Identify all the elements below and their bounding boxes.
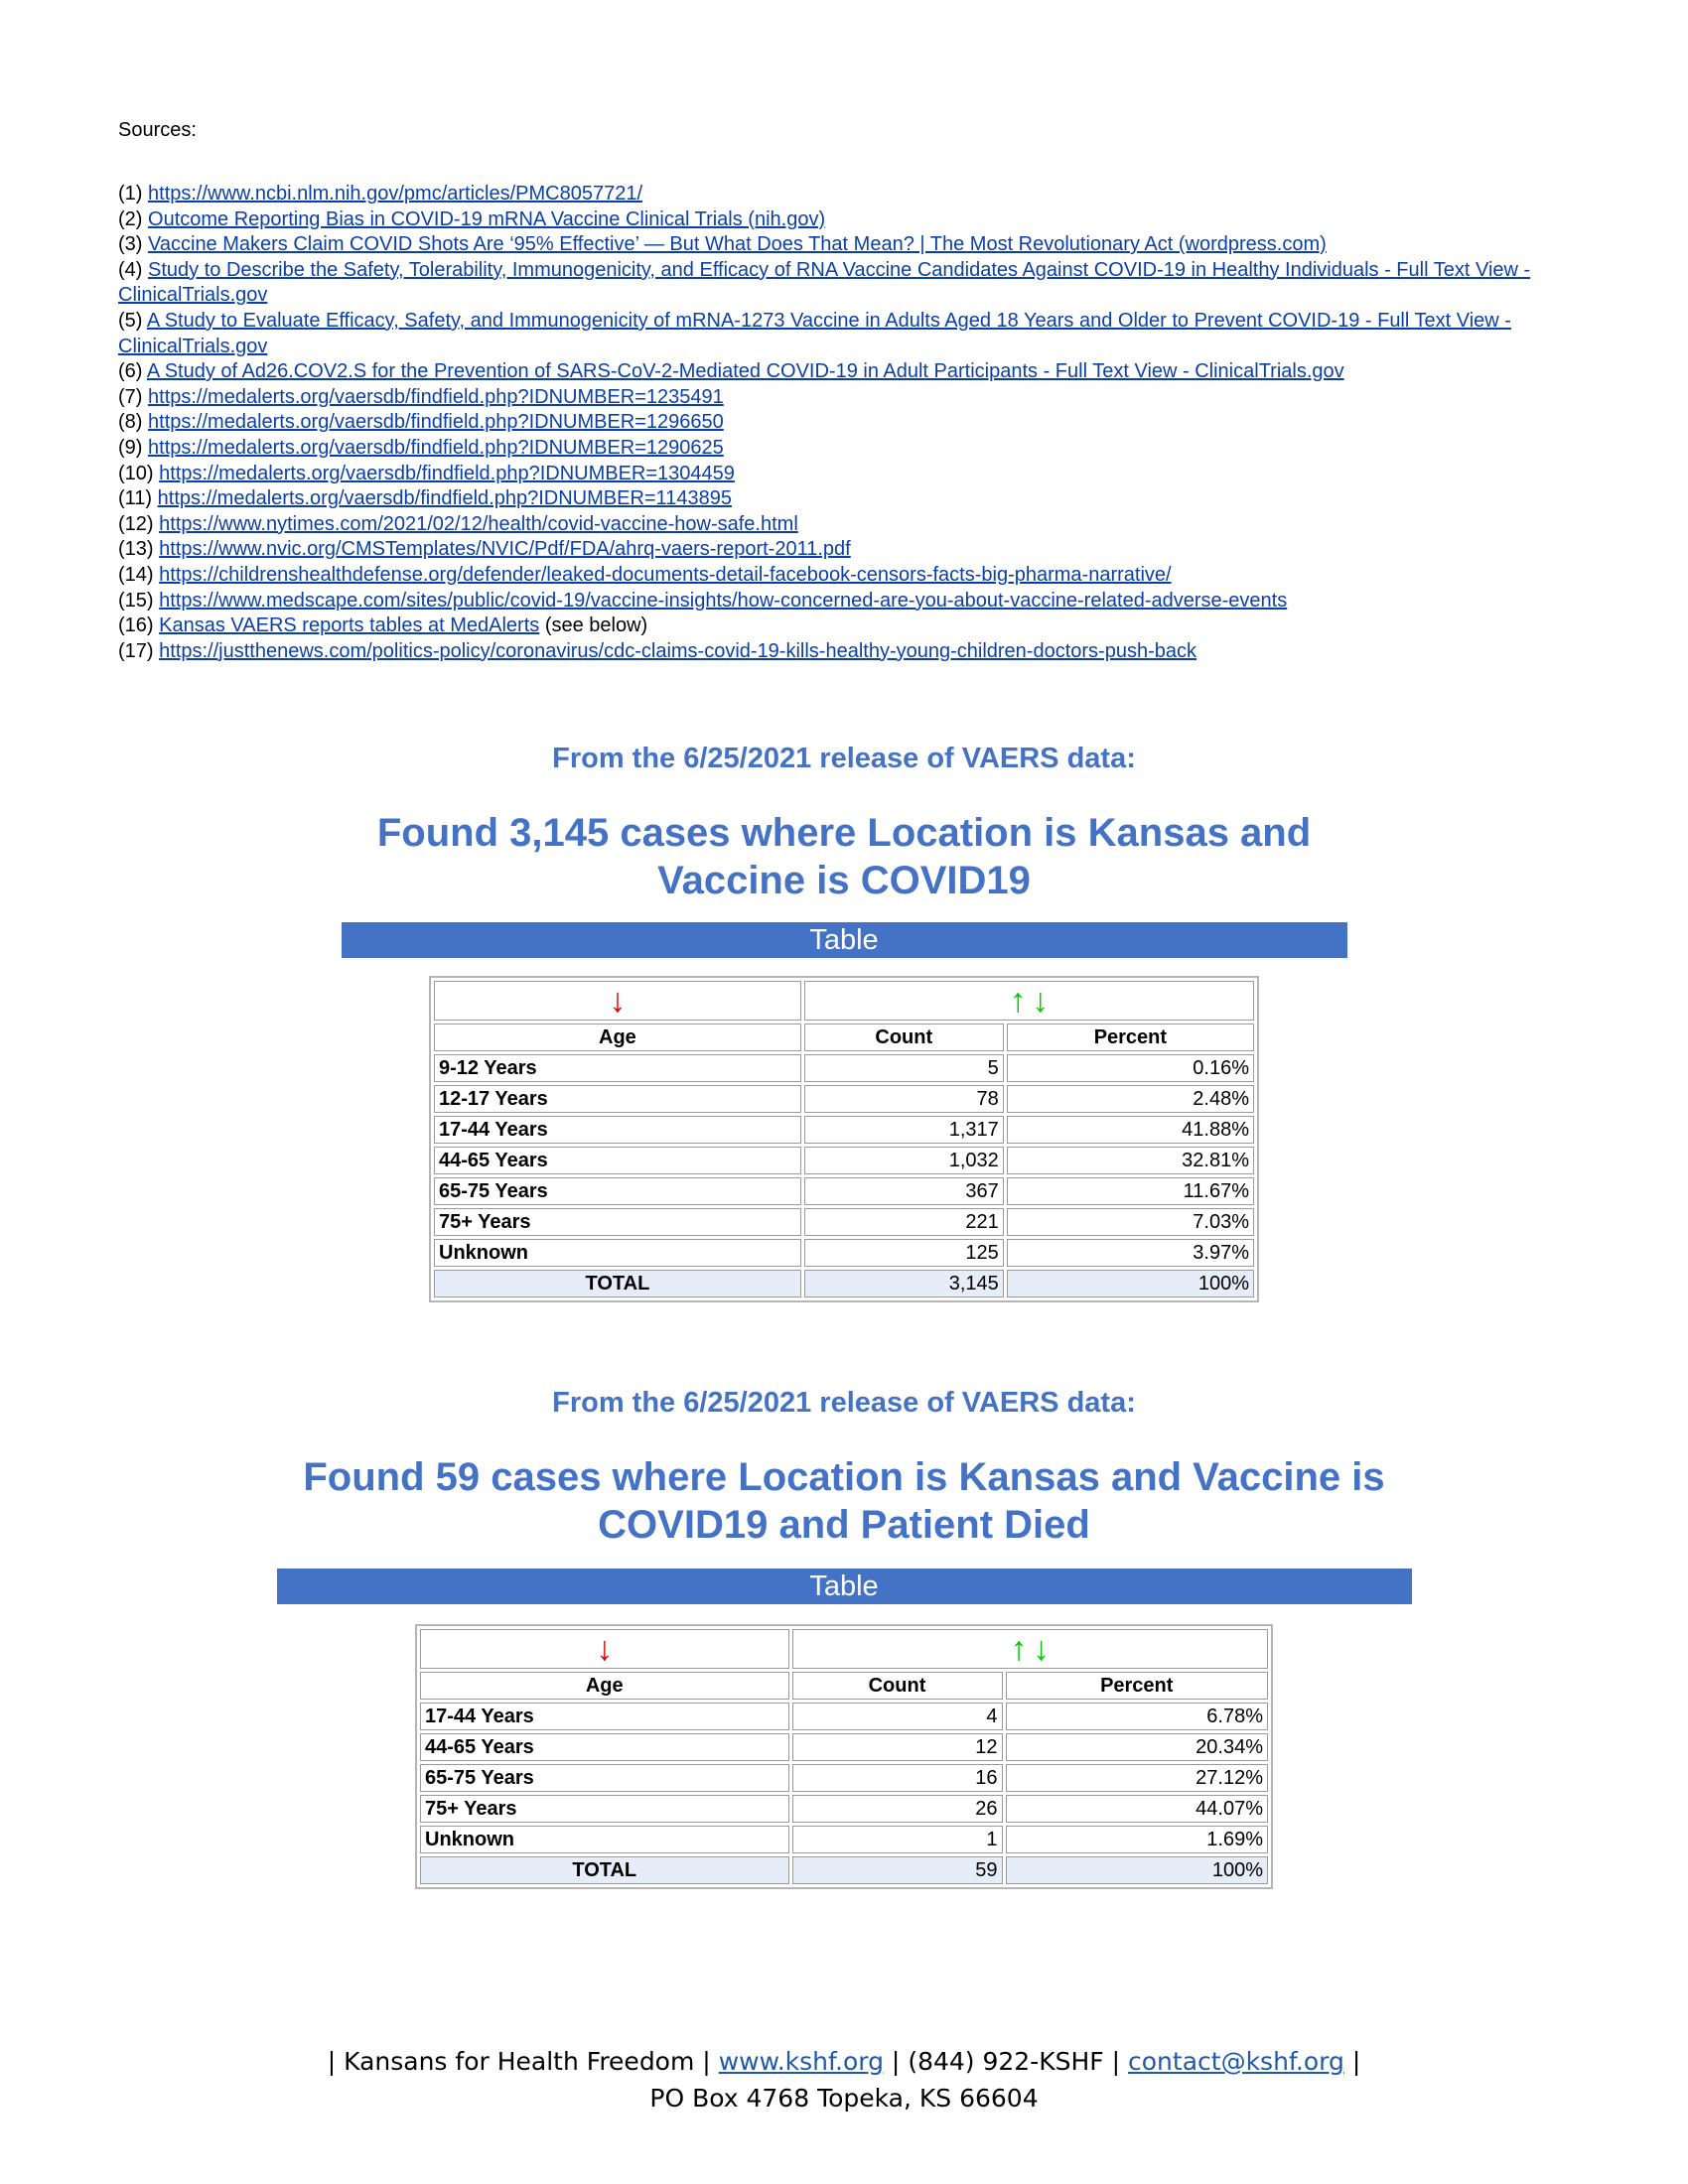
source-number: (13) xyxy=(118,538,154,561)
sort-up-arrow-icon[interactable]: ↑ xyxy=(1009,982,1027,1020)
count-cell: 4 xyxy=(792,1703,1003,1730)
footer-email-link[interactable]: contact@kshf.org xyxy=(1128,2047,1344,2076)
percent-cell: 0.16% xyxy=(1007,1054,1254,1082)
source-item xyxy=(118,182,1578,207)
footer-phone: (844) 922-KSHF xyxy=(908,2047,1104,2076)
source-item xyxy=(118,385,1578,411)
count-cell: 367 xyxy=(804,1177,1004,1205)
percent-cell: 1.69% xyxy=(1006,1826,1269,1853)
table-row xyxy=(434,1239,1254,1267)
percent-cell: 32.81% xyxy=(1007,1147,1254,1174)
table-total-row xyxy=(434,1270,1254,1297)
age-sort-cell xyxy=(420,1629,789,1669)
source-number: (16) xyxy=(118,614,154,637)
source-link[interactable]: https://www.nvic.org/CMSTemplates/NVIC/Pdf/FDA/ahrq-vaers-report-2011.pdf xyxy=(159,538,851,561)
column-header-count[interactable]: Count xyxy=(804,1024,1004,1051)
percent-cell: 41.88% xyxy=(1007,1116,1254,1144)
source-item xyxy=(118,462,1578,487)
source-number: (17) xyxy=(118,639,154,662)
footer-separator: | xyxy=(327,2047,337,2076)
source-item xyxy=(118,258,1578,309)
source-item xyxy=(118,232,1578,258)
source-number: (4) xyxy=(118,258,143,281)
percent-cell: 3.97% xyxy=(1007,1239,1254,1267)
source-number: (12) xyxy=(118,512,154,535)
count-cell: 16 xyxy=(792,1764,1003,1792)
source-item xyxy=(118,436,1578,462)
age-cell: 17-44 Years xyxy=(420,1703,789,1730)
source-item xyxy=(118,486,1578,512)
source-number: (9) xyxy=(118,436,143,459)
count-cell: 5 xyxy=(804,1054,1004,1082)
age-sort-cell xyxy=(434,981,801,1021)
source-item xyxy=(118,537,1578,563)
sort-down-arrow-icon[interactable]: ↓ xyxy=(1032,982,1050,1020)
footer-address: PO Box 4768 Topeka, KS 66604 xyxy=(649,2084,1039,2113)
age-cell: Unknown xyxy=(420,1826,789,1853)
footer-website-link[interactable]: www.kshf.org xyxy=(718,2047,884,2076)
source-link[interactable]: https://medalerts.org/vaersdb/findfield.php?IDNUMBER=1296650 xyxy=(148,411,724,434)
source-item xyxy=(118,589,1578,614)
source-number: (6) xyxy=(118,360,143,383)
column-header-count[interactable]: Count xyxy=(792,1672,1003,1700)
source-number: (3) xyxy=(118,233,143,256)
table-total-row xyxy=(420,1856,1268,1884)
source-item xyxy=(118,639,1578,665)
source-link[interactable]: https://medalerts.org/vaersdb/findfield.php?IDNUMBER=1235491 xyxy=(148,385,724,408)
count-cell: 1,032 xyxy=(804,1147,1004,1174)
source-note: (see below) xyxy=(539,614,648,637)
release-line: From the 6/25/2021 release of VAERS data: xyxy=(552,1387,1136,1419)
found-title: Found 3,145 cases where Location is Kansas and Vaccine is COVID19 xyxy=(376,811,1312,902)
footer-separator: | xyxy=(702,2047,711,2076)
age-cell: 65-75 Years xyxy=(420,1764,789,1792)
column-header-age[interactable]: Age xyxy=(434,1024,801,1051)
source-number: (5) xyxy=(118,309,143,332)
footer-line-1 xyxy=(0,2043,1688,2080)
age-cell: 12-17 Years xyxy=(434,1085,801,1113)
source-item xyxy=(118,410,1578,436)
sort-up-arrow-icon[interactable]: ↑ xyxy=(1010,1630,1028,1668)
percent-cell: 11.67% xyxy=(1007,1177,1254,1205)
count-cell: 125 xyxy=(804,1239,1004,1267)
source-number: (15) xyxy=(118,589,154,612)
table-row xyxy=(420,1764,1268,1792)
age-cell: 75+ Years xyxy=(434,1208,801,1236)
age-cell: 17-44 Years xyxy=(434,1116,801,1144)
count-sort-cell xyxy=(804,981,1254,1021)
source-link[interactable]: https://www.ncbi.nlm.nih.gov/pmc/articles/PMC8057721/ xyxy=(148,183,643,205)
table-row xyxy=(434,1147,1254,1174)
source-link[interactable]: https://medalerts.org/vaersdb/findfield.php?IDNUMBER=1290625 xyxy=(148,436,724,459)
percent-cell: 2.48% xyxy=(1007,1085,1254,1113)
count-cell: 1,317 xyxy=(804,1116,1004,1144)
column-header-percent[interactable]: Percent xyxy=(1006,1672,1269,1700)
count-cell: 12 xyxy=(792,1733,1003,1761)
vaers-block-all-cases xyxy=(0,743,1688,1302)
vaers-block-deaths xyxy=(0,1387,1688,1889)
sort-down-arrow-icon[interactable]: ↓ xyxy=(609,982,627,1020)
source-link[interactable]: Kansas VAERS reports tables at MedAlerts xyxy=(159,614,540,637)
table-row xyxy=(420,1826,1268,1853)
count-cell: 221 xyxy=(804,1208,1004,1236)
age-cell: TOTAL xyxy=(434,1270,801,1297)
age-cell: 44-65 Years xyxy=(420,1733,789,1761)
percent-cell: 44.07% xyxy=(1006,1795,1269,1823)
source-link[interactable]: https://medalerts.org/vaersdb/findfield.php?IDNUMBER=1143895 xyxy=(157,487,732,510)
source-link[interactable]: A Study of Ad26.COV2.S for the Prevention of SARS-CoV-2-Mediated COVID-19 in Adult Participants - Full Text View - ClinicalTrials.gov xyxy=(146,360,1344,383)
table-row xyxy=(420,1795,1268,1823)
source-item xyxy=(118,309,1578,359)
count-cell: 78 xyxy=(804,1085,1004,1113)
footer-separator: | xyxy=(1351,2047,1361,2076)
age-cell: 9-12 Years xyxy=(434,1054,801,1082)
source-number: (8) xyxy=(118,411,143,434)
source-link[interactable]: https://www.nytimes.com/2021/02/12/health/covid-vaccine-how-safe.html xyxy=(159,512,798,535)
source-number: (2) xyxy=(118,207,143,230)
count-sort-cell xyxy=(792,1629,1269,1669)
table-row xyxy=(434,1116,1254,1144)
source-link[interactable]: https://justthenews.com/politics-policy/coronavirus/cdc-claims-covid-19-kills-healthy-young-children-doctors-push-back xyxy=(159,639,1196,662)
source-link[interactable]: Study to Describe the Safety, Tolerability, Immunogenicity, and Efficacy of RNA Vaccine Candidates Against COVID-19 in Healthy Individuals - Full Text View - ClinicalTrials.gov xyxy=(118,258,1531,307)
count-cell: 26 xyxy=(792,1795,1003,1823)
source-link[interactable]: Outcome Reporting Bias in COVID-19 mRNA Vaccine Clinical Trials (nih.gov) xyxy=(148,207,826,230)
age-cell: Unknown xyxy=(434,1239,801,1267)
sort-down-arrow-icon[interactable]: ↓ xyxy=(1033,1630,1051,1668)
table-row xyxy=(434,1177,1254,1205)
source-number: (1) xyxy=(118,183,143,205)
footer-separator: | xyxy=(1111,2047,1121,2076)
column-header-percent[interactable]: Percent xyxy=(1007,1024,1254,1051)
source-number: (14) xyxy=(118,563,154,586)
table-row xyxy=(434,1085,1254,1113)
source-link[interactable]: https://www.medscape.com/sites/public/covid-19/vaccine-insights/how-concerned-are-you-about-vaccine-related-adverse-events xyxy=(159,589,1288,612)
sources-heading: Sources: xyxy=(118,119,197,141)
age-cell: TOTAL xyxy=(420,1856,789,1884)
age-cell: 44-65 Years xyxy=(434,1147,801,1174)
footer xyxy=(0,2043,1688,2116)
table-header-bar: Table xyxy=(342,922,1347,958)
source-link[interactable]: Vaccine Makers Claim COVID Shots Are ‘95% Effective’ — But What Does That Mean? | The Most Revolutionary Act (wordpress.com) xyxy=(148,233,1327,256)
source-link[interactable]: https://childrenshealthdefense.org/defender/leaked-documents-detail-facebook-censors-facts-big-pharma-narrative/ xyxy=(159,563,1172,586)
source-link[interactable]: A Study to Evaluate Efficacy, Safety, and Immunogenicity of mRNA-1273 Vaccine in Adults Aged 18 Years and Older to Prevent COVID-19 - Full Text View - ClinicalTrials.gov xyxy=(118,309,1511,357)
percent-cell: 100% xyxy=(1006,1856,1269,1884)
table-row xyxy=(420,1733,1268,1761)
table-row xyxy=(434,1208,1254,1236)
percent-cell: 7.03% xyxy=(1007,1208,1254,1236)
age-cell: 65-75 Years xyxy=(434,1177,801,1205)
age-cell: 75+ Years xyxy=(420,1795,789,1823)
source-item xyxy=(118,207,1578,233)
percent-cell: 100% xyxy=(1007,1270,1254,1297)
count-cell: 59 xyxy=(792,1856,1003,1884)
source-item xyxy=(118,512,1578,538)
release-line: From the 6/25/2021 release of VAERS data: xyxy=(552,743,1136,774)
table-row xyxy=(434,1054,1254,1082)
table-row xyxy=(420,1703,1268,1730)
source-number: (11) xyxy=(118,487,153,510)
sources-list xyxy=(118,182,1578,664)
found-title: Found 59 cases where Location is Kansas and Vaccine is COVID19 and Patient Died xyxy=(303,1455,1385,1547)
column-header-age[interactable]: Age xyxy=(420,1672,789,1700)
table-header-bar: Table xyxy=(277,1569,1412,1604)
age-table xyxy=(429,976,1259,1302)
count-cell: 1 xyxy=(792,1826,1003,1853)
source-item xyxy=(118,563,1578,589)
count-cell: 3,145 xyxy=(804,1270,1004,1297)
footer-org-name: Kansans for Health Freedom xyxy=(344,2047,695,2076)
sort-down-arrow-icon[interactable]: ↓ xyxy=(596,1630,614,1668)
percent-cell: 27.12% xyxy=(1006,1764,1269,1792)
source-number: (7) xyxy=(118,385,143,408)
source-link[interactable]: https://medalerts.org/vaersdb/findfield.php?IDNUMBER=1304459 xyxy=(159,462,735,484)
age-table xyxy=(415,1624,1273,1889)
source-item xyxy=(118,614,1578,639)
source-number: (10) xyxy=(118,462,154,484)
footer-separator: | xyxy=(891,2047,901,2076)
source-item xyxy=(118,359,1578,385)
percent-cell: 6.78% xyxy=(1006,1703,1269,1730)
percent-cell: 20.34% xyxy=(1006,1733,1269,1761)
